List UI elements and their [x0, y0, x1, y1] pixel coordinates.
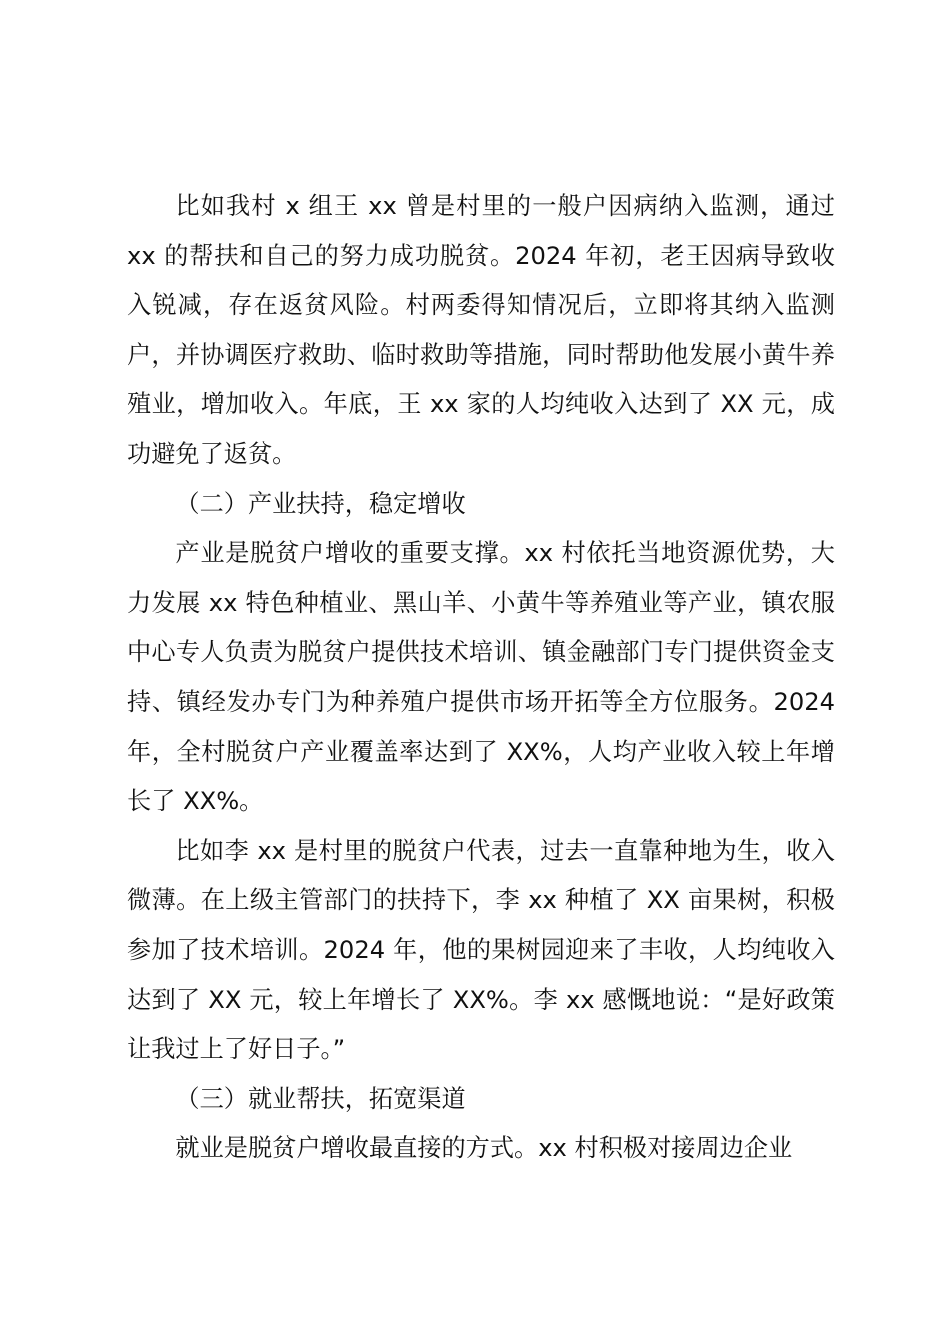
- document-body: [127, 182, 835, 1174]
- section-heading-employment: （三）就业帮扶，拓宽渠道: [175, 1084, 466, 1113]
- paragraph-case-li: 比如李 xx 是村里的脱贫户代表，过去一直靠种地为生，收入微薄。在上级主管部门的扶持下，李 xx 种植了 XX 亩果树，积极参加了技术培训。2024 年，他的果树园迎来了丰收，人均纯收入达到了 XX 元，较上年增长了 XX%。李 xx 感慨地说：“是好政策让我过上了好日子。”: [127, 836, 835, 1064]
- paragraph-industry-support: 产业是脱贫户增收的重要支撑。xx 村依托当地资源优势，大力发展 xx 特色种植业、黑山羊、小黄牛等养殖业等产业，镇农服中心专人负责为脱贫户提供技术培训、镇金融部门专门提供资金支持、镇经发办专门为种养殖户提供市场开拓等全方位服务。2024 年，全村脱贫户产业覆盖率达到了 XX%，人均产业收入较上年增长了 XX%。: [127, 539, 835, 816]
- paragraph-employment-support: 就业是脱贫户增收最直接的方式。xx 村积极对接周边企业: [175, 1134, 793, 1163]
- paragraph-case-wang: 比如我村 x 组王 xx 曾是村里的一般户因病纳入监测，通过 xx 的帮扶和自己的努力成功脱贫。2024 年初，老王因病导致收入锐减，存在返贫风险。村两委得知情况后，立即将其纳入监测户，并协调医疗救助、临时救助等措施，同时帮助他发展小黄牛养殖业，增加收入。年底，王 xx 家的人均纯收入达到了 XX 元，成功避免了返贫。: [127, 192, 835, 468]
- section-heading-industry: （二）产业扶持，稳定增收: [175, 489, 466, 518]
